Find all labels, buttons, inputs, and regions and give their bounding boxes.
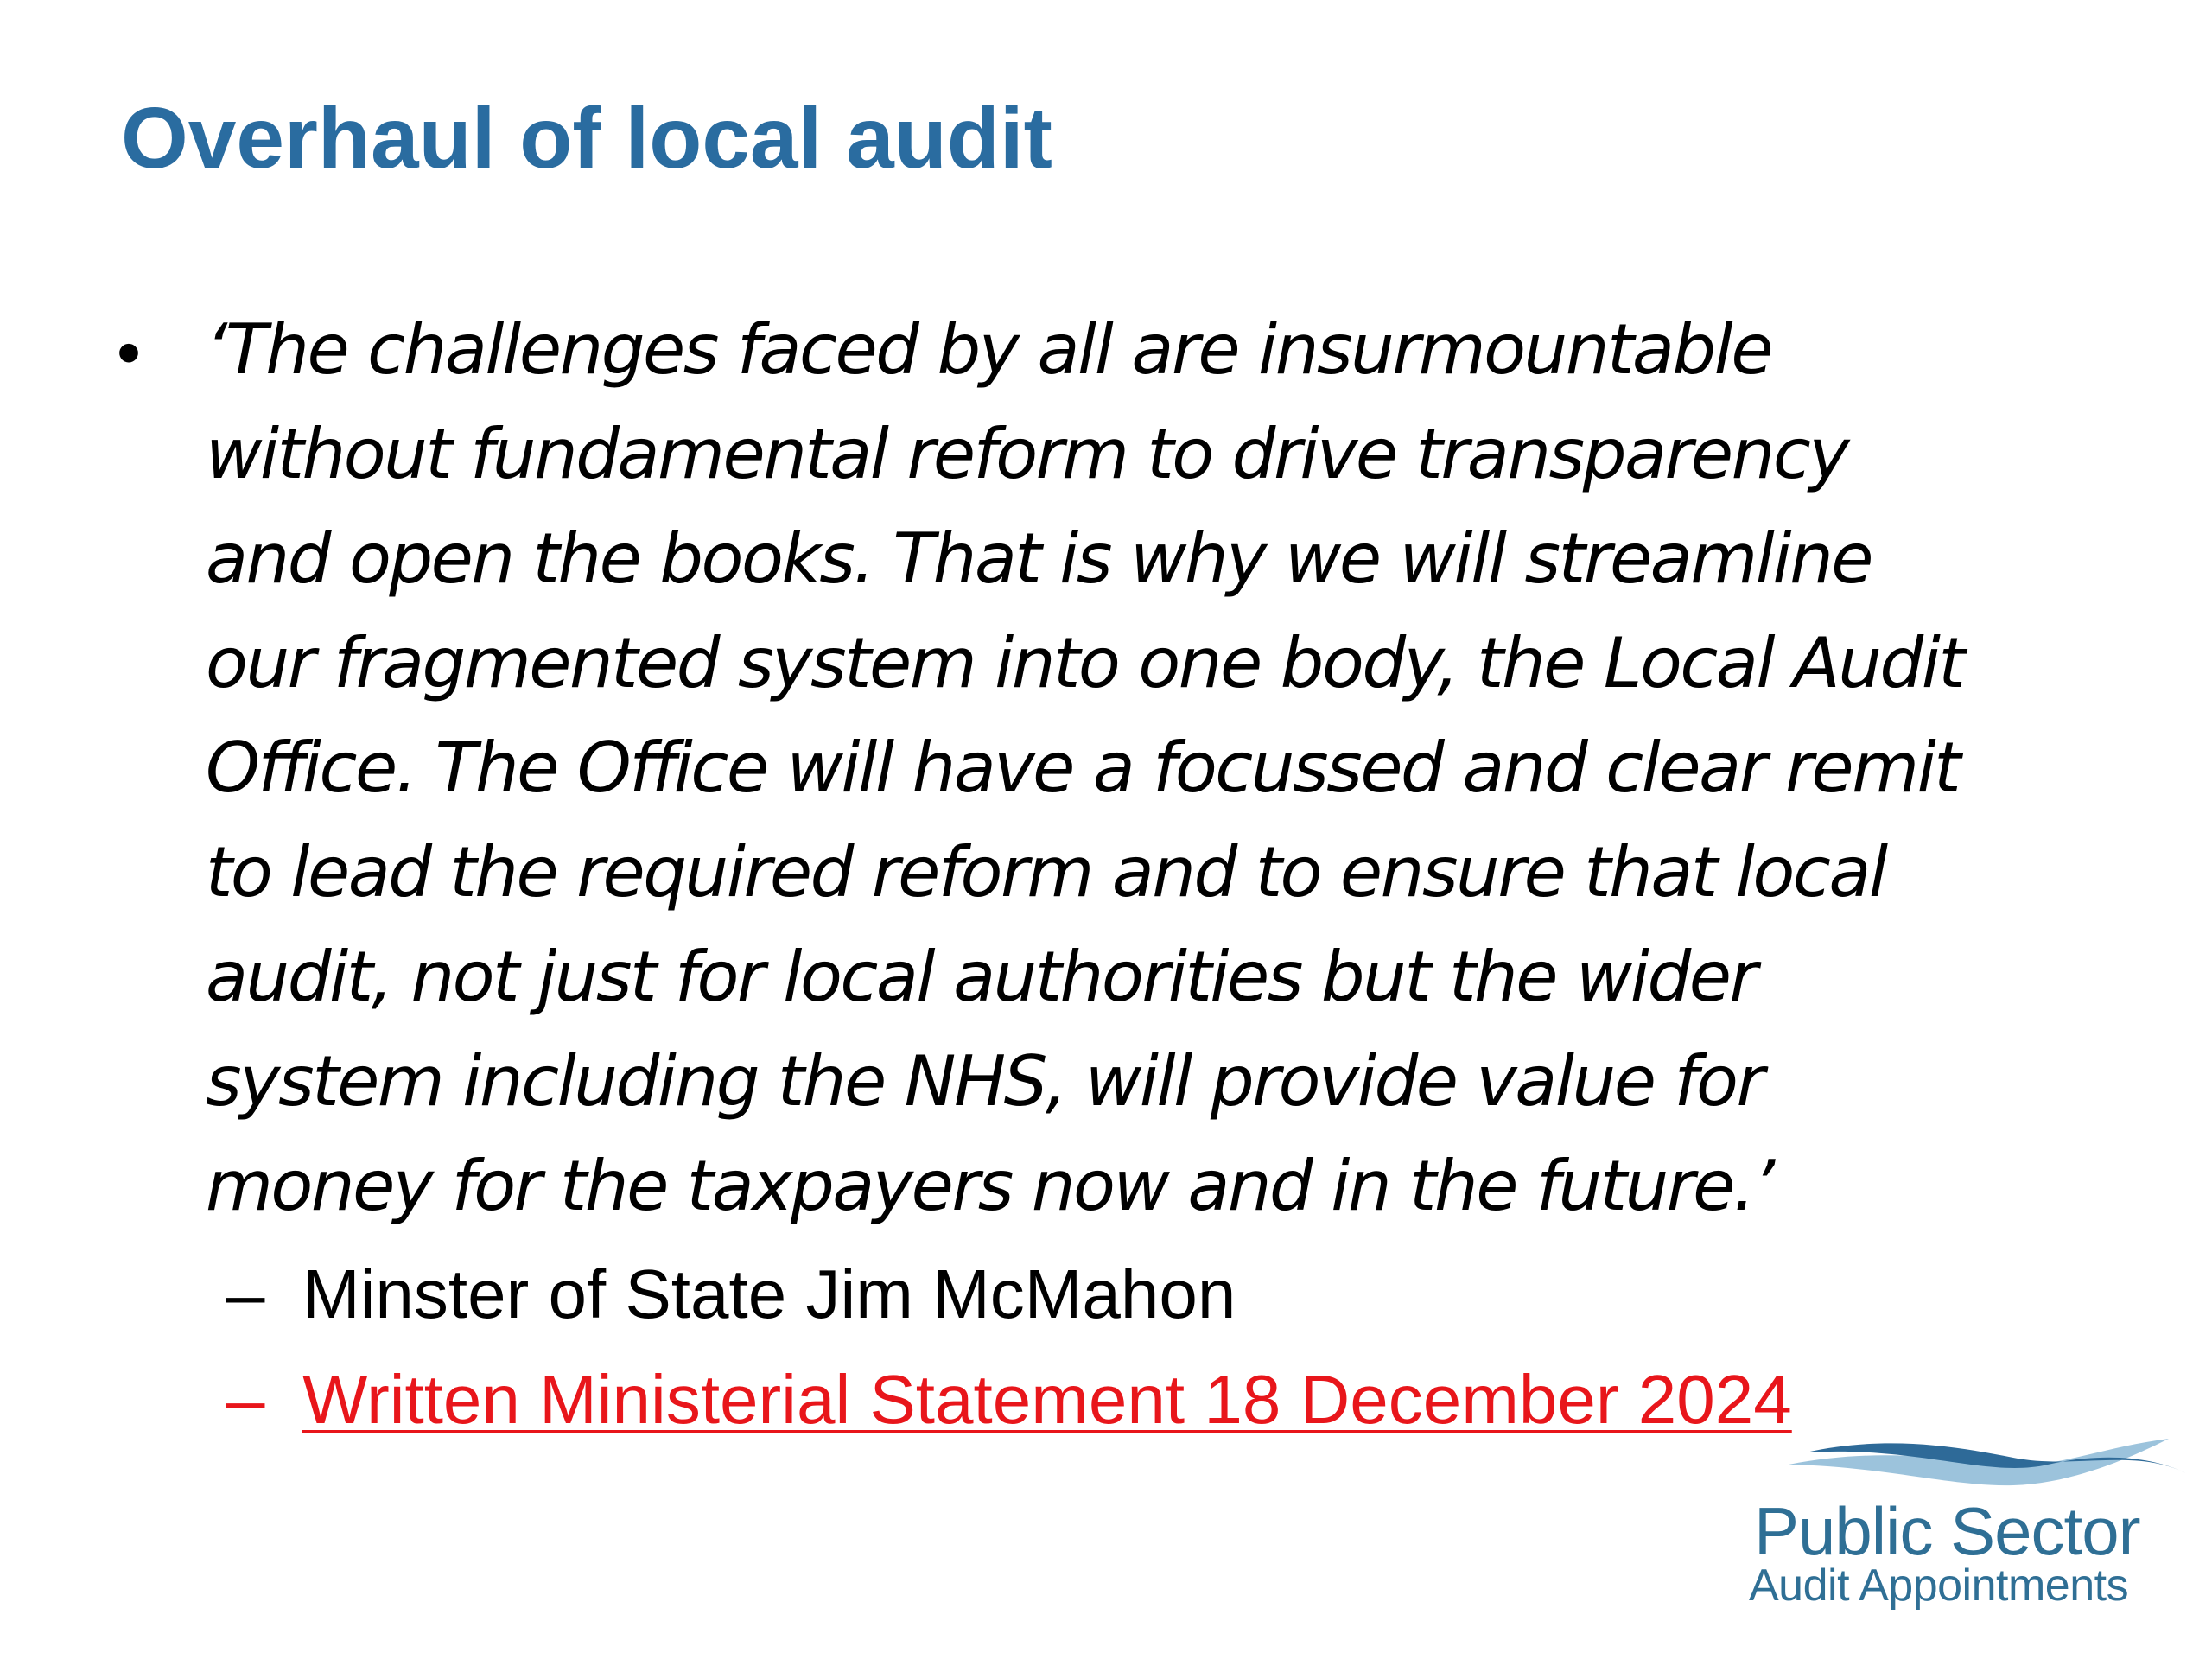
quote-line: ‘The challenges faced by all are insurmountable (206, 309, 1772, 390)
logo-text-line1: Public Sector (1754, 1493, 2140, 1569)
bullet-icon: • (117, 314, 142, 391)
attribution-text: Minster of State Jim McMahon (302, 1255, 1236, 1332)
quote-line: audit, not just for local authorities but the wider (206, 937, 1756, 1017)
quote-line: system including the NHS, will provide value for (206, 1041, 1763, 1122)
source-item (226, 1360, 1792, 1440)
logo-text-line2: Audit Appointments (1749, 1560, 2129, 1611)
quote-line: to lead the required reform and to ensure that local (206, 832, 1886, 912)
quote-text (206, 297, 2133, 1238)
source-link[interactable]: Written Ministerial Statement 18 December 2024 (302, 1361, 1792, 1438)
quote-line: our fragmented system into one body, the Local Audit (206, 623, 1964, 703)
psaa-logo (1737, 1430, 2186, 1620)
quote-line: money for the taxpayers now and in the future.’ (206, 1146, 1773, 1226)
quote-line: and open the books. That is why we will streamline (206, 518, 1872, 599)
attribution (226, 1255, 1236, 1334)
dash-icon: – (226, 1361, 265, 1438)
dash-icon: – (226, 1255, 265, 1332)
quote-line: Office. The Office will have a focussed and clear remit (206, 728, 1960, 808)
slide-title: Overhaul of local audit (121, 90, 1052, 187)
quote-line: without fundamental reform to drive transparency (206, 414, 1848, 494)
